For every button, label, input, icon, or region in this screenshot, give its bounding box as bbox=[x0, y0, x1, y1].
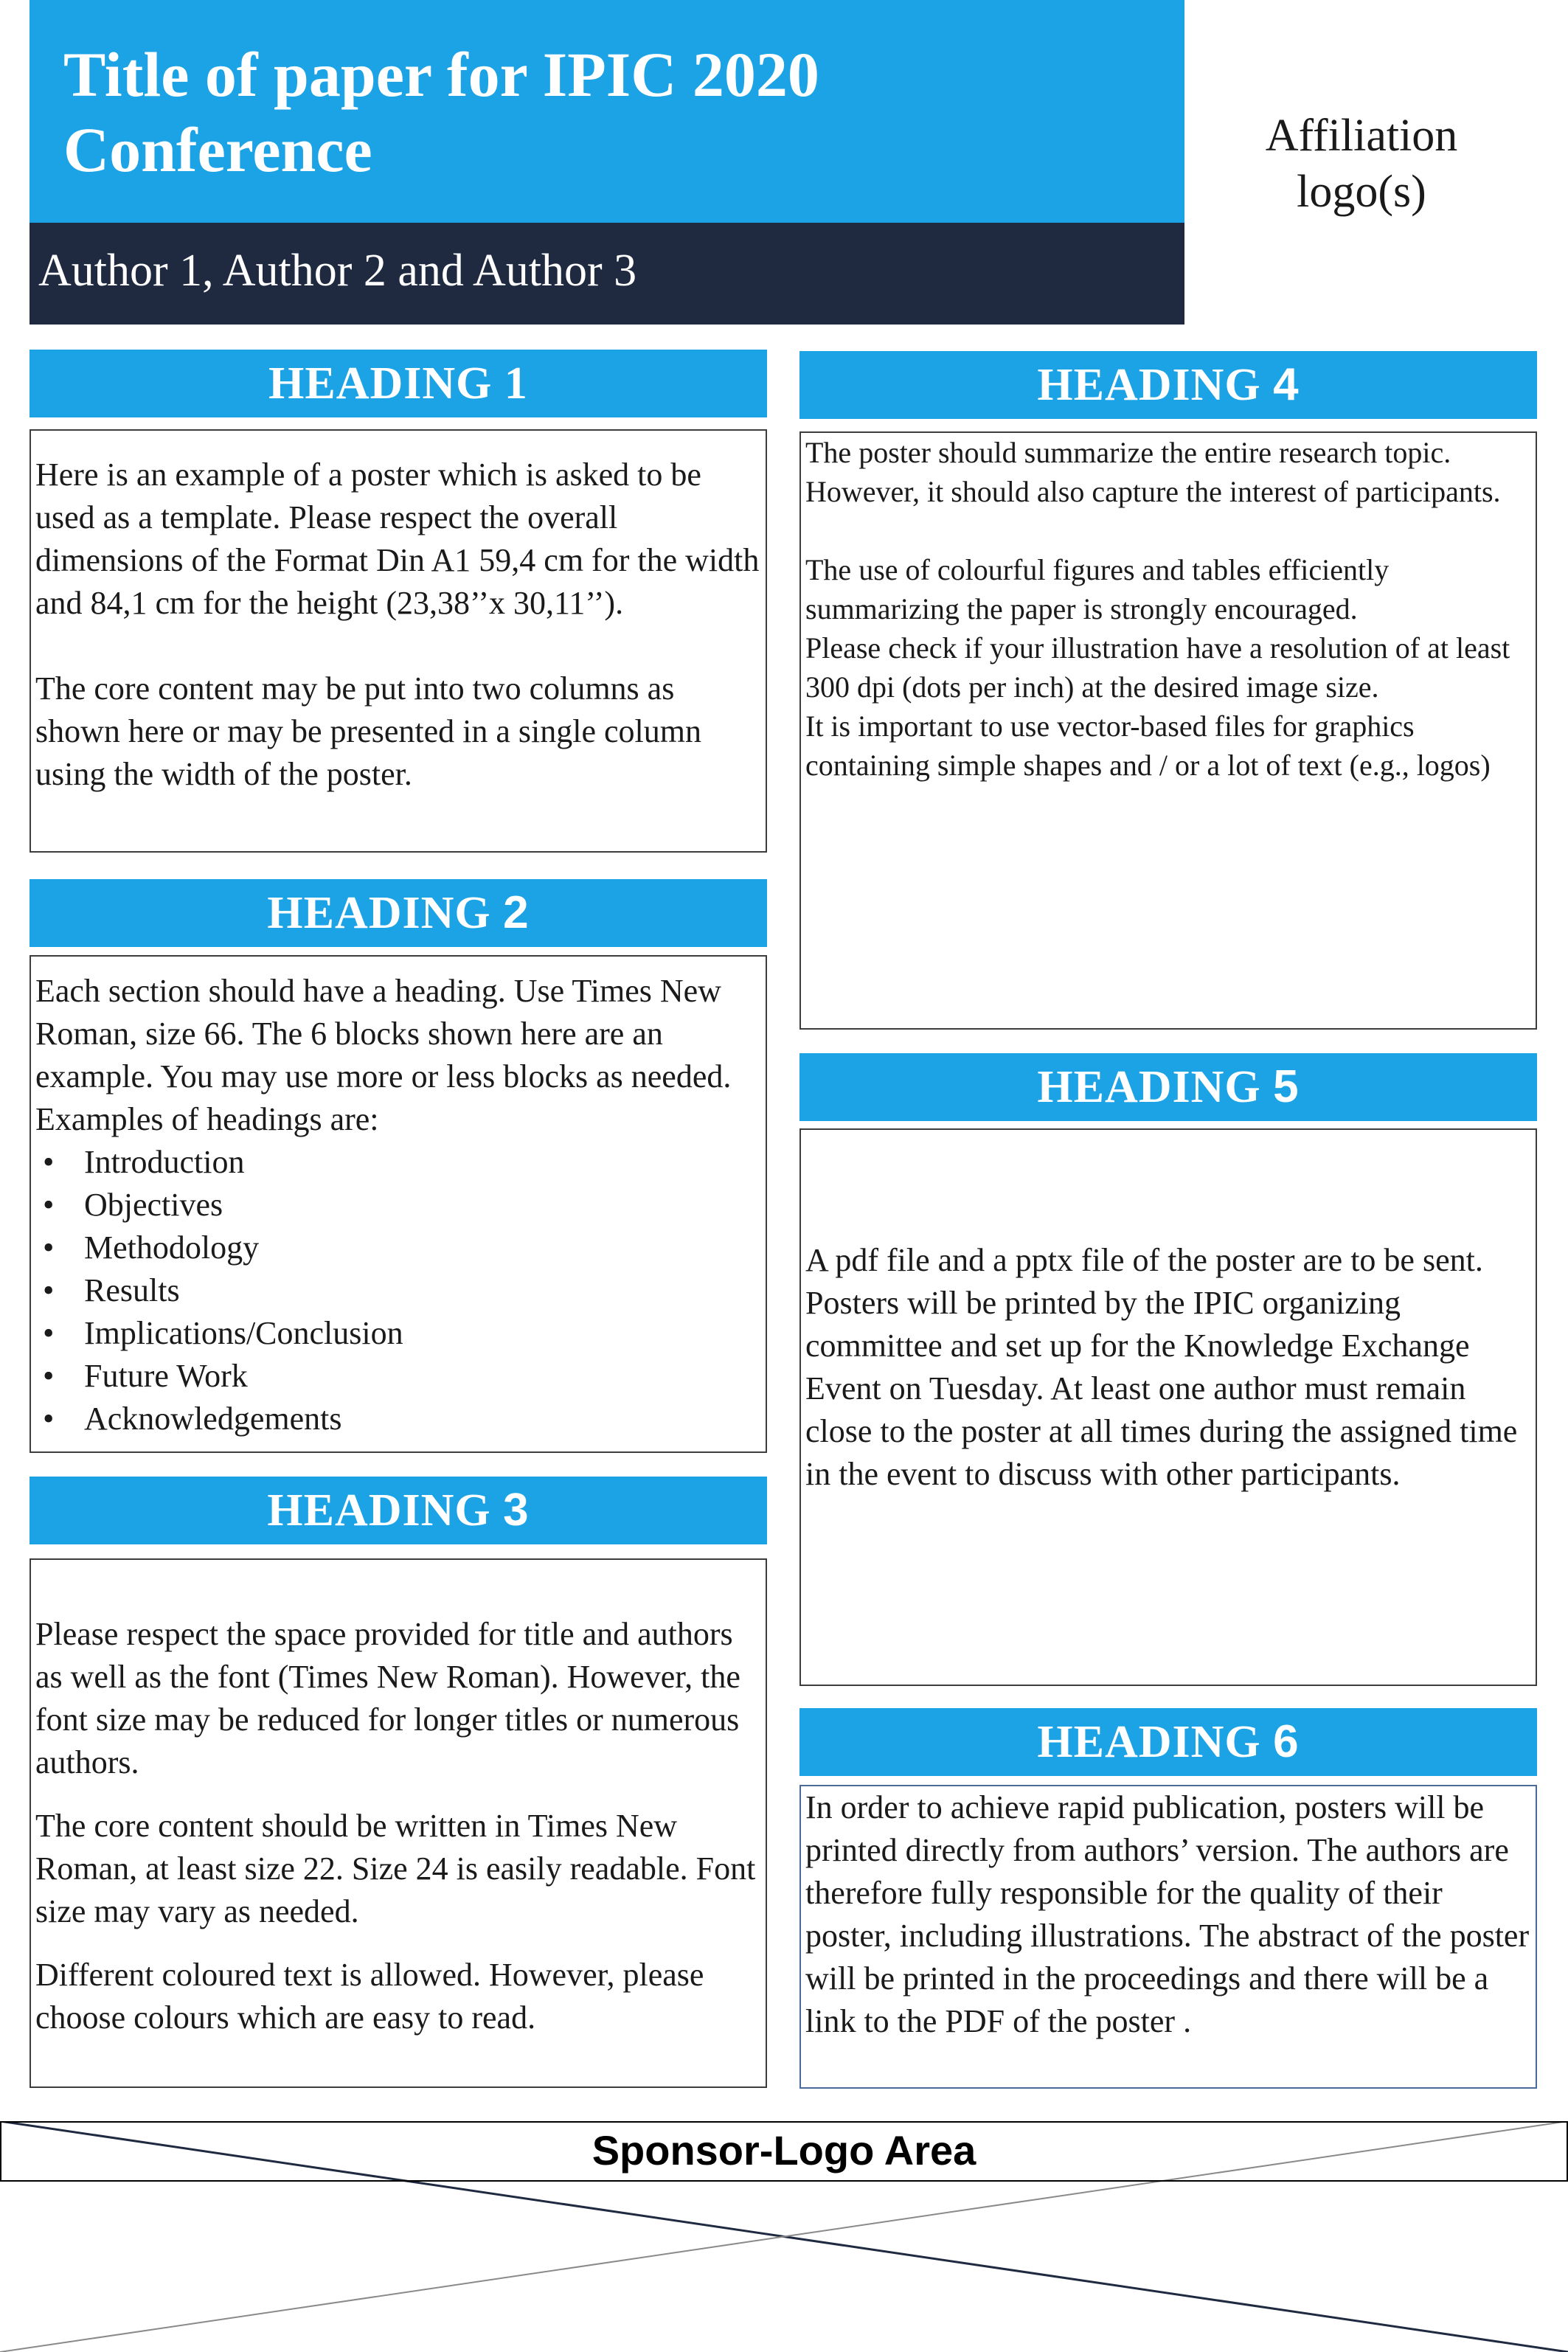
section-2-body bbox=[30, 955, 767, 1453]
affiliation-logo-placeholder bbox=[1224, 108, 1499, 220]
section-3-heading-number: 3 bbox=[503, 1485, 530, 1536]
section-4-paragraph: It is important to use vector-based files for graphics containing simple shapes and / or a lot of text (e.g., logos) bbox=[805, 710, 1491, 782]
section-5-heading-word: HEADING bbox=[1037, 1062, 1261, 1112]
section-6-paragraph: In order to achieve rapid publication, posters will be printed directly from authors’ version. The authors are therefore fully responsible for the quality of their poster, including illustrations. The abstract of the poster will be printed in the proceedings and there will be a link to the PDF of the poster . bbox=[805, 1789, 1530, 2039]
section-3-paragraph: Please respect the space provided for title and authors as well as the font (Times New Roman). However, the font size may be reduced for longer titles or numerous authors. bbox=[35, 1616, 740, 1780]
poster-title-line-1: Title of paper for IPIC 2020 bbox=[63, 39, 819, 110]
list-item: • Methodology bbox=[35, 1227, 761, 1269]
section-5-paragraph: A pdf file and a pptx file of the poster are to be sent. bbox=[805, 1242, 1483, 1278]
section-5-paragraph: Posters will be printed by the IPIC organizing committee and set up for the Knowledge Exchange Event on Tuesday. At least one author must remain close to the poster at all times during the assigned time in the event to discuss with other participants. bbox=[805, 1285, 1518, 1492]
list-item: • Implications/Conclusion bbox=[35, 1312, 761, 1355]
section-3-heading-word: HEADING bbox=[267, 1485, 491, 1536]
section-1-heading bbox=[30, 350, 767, 417]
section-1-paragraph: The core content may be put into two columns as shown here or may be presented in a single column using the width of the poster. bbox=[35, 670, 701, 792]
section-1-body bbox=[30, 429, 767, 853]
section-4-heading bbox=[799, 351, 1537, 419]
section-3-paragraph: The core content should be written in Times New Roman, at least size 22. Size 24 is easily readable. Font size may vary as needed. bbox=[35, 1808, 756, 1929]
poster-title bbox=[63, 37, 1140, 187]
section-5-body bbox=[799, 1128, 1537, 1686]
section-2-heading bbox=[30, 879, 767, 947]
list-item: • Results bbox=[35, 1269, 761, 1312]
author-list: Author 1, Author 2 and Author 3 bbox=[38, 246, 637, 296]
section-6-heading-number: 6 bbox=[1273, 1716, 1300, 1767]
section-2-heading-word: HEADING bbox=[267, 888, 491, 938]
section-3-heading bbox=[30, 1477, 767, 1544]
list-item: • Acknowledgements bbox=[35, 1398, 761, 1440]
list-item: • Introduction bbox=[35, 1141, 761, 1184]
section-2-heading-number: 2 bbox=[503, 887, 530, 938]
section-4-body bbox=[799, 431, 1537, 1030]
section-4-paragraph: Please check if your illustration have a resolution of at least 300 dpi (dots per inch) at the desired image size. bbox=[805, 631, 1510, 704]
affiliation-line-1: Affiliation bbox=[1265, 111, 1458, 161]
section-6-heading bbox=[799, 1708, 1537, 1776]
section-3-body bbox=[30, 1558, 767, 2088]
poster-title-line-2: Conference bbox=[63, 114, 372, 185]
section-6-body bbox=[799, 1785, 1537, 2089]
list-item: • Objectives bbox=[35, 1184, 761, 1227]
section-2-intro: Each section should have a heading. Use Times New Roman, size 66. The 6 blocks shown here are an example. You may use more or less blocks as needed. Examples of headings are: bbox=[35, 973, 732, 1137]
sponsor-logo-area-label: Sponsor-Logo Area bbox=[592, 2127, 976, 2174]
section-1-heading-number: 1 bbox=[504, 358, 528, 409]
section-4-heading-word: HEADING bbox=[1037, 360, 1261, 410]
list-item: • Future Work bbox=[35, 1355, 761, 1398]
section-6-heading-word: HEADING bbox=[1037, 1717, 1261, 1767]
affiliation-line-2: logo(s) bbox=[1297, 167, 1426, 217]
section-2-heading-examples bbox=[35, 1141, 761, 1440]
section-5-heading bbox=[799, 1053, 1537, 1121]
section-4-heading-number: 4 bbox=[1273, 359, 1300, 410]
section-5-heading-number: 5 bbox=[1273, 1061, 1300, 1112]
section-4-paragraph: The use of colourful figures and tables efficiently summarizing the paper is strongly encouraged. bbox=[805, 553, 1390, 625]
section-1-heading-word: HEADING bbox=[268, 358, 493, 409]
section-3-paragraph: Different coloured text is allowed. However, please choose colours which are easy to read. bbox=[35, 1957, 704, 2036]
section-4-paragraph: The poster should summarize the entire research topic. However, it should also capture the interest of participants. bbox=[805, 436, 1501, 508]
section-1-paragraph: Here is an example of a poster which is asked to be used as a template. Please respect the overall dimensions of the Format Din A1 59,4 cm for the width and 84,1 cm for the height (23,38’’x 30,11’’). bbox=[35, 457, 760, 621]
